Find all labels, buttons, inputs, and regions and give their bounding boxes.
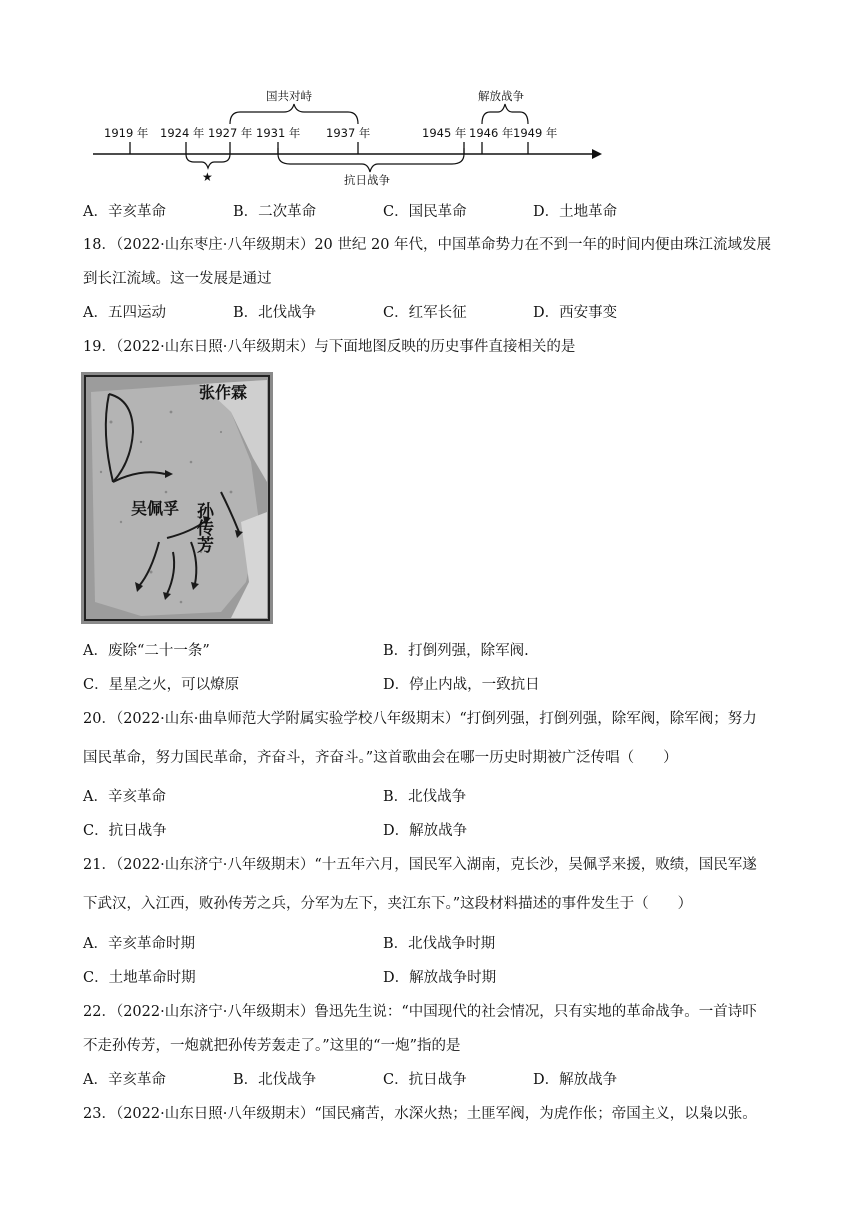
- q21-option-b[interactable]: B．北伐战争时期: [383, 936, 496, 952]
- brace-bottom: [278, 148, 464, 172]
- q22-stem-line2: 不走孙传芳，一炮就把孙传芳轰走了。”这里的“一炮”指的是: [83, 1038, 461, 1054]
- q20-option-c[interactable]: C．抗日战争: [83, 823, 167, 839]
- q19-stem-line1: 19．（2022·山东日照·八年级期末）与下面地图反映的历史事件直接相关的是: [83, 339, 576, 355]
- star-icon: ★: [202, 170, 213, 184]
- brace-top-right: [482, 104, 528, 124]
- q22-option-a[interactable]: A．辛亥革命: [83, 1072, 166, 1088]
- year-label-1946: 1946 年: [469, 126, 514, 140]
- q20-option-a[interactable]: A．辛亥革命: [83, 789, 166, 805]
- q18-option-a[interactable]: A．五四运动: [83, 305, 166, 321]
- brace-top-right-label: 解放战争: [478, 89, 524, 103]
- q19-option-a[interactable]: A．废除“二十一条”: [83, 643, 210, 659]
- q18-stem-line1: 18．（2022·山东枣庄·八年级期末）20 世纪 20 年代，中国革命势力在不到一年的时间内便由珠江流域发展: [83, 237, 772, 253]
- timeline-arrow-icon: [592, 149, 602, 159]
- year-label-1919: 1919 年: [104, 126, 149, 140]
- brace-star: [186, 154, 230, 168]
- q22-option-d[interactable]: D．解放战争: [533, 1072, 618, 1088]
- q20-stem-line2: 国民革命，努力国民革命，齐奋斗，齐奋斗。”这首歌曲会在哪一历史时期被广泛传唱（ ）: [83, 750, 678, 766]
- year-label-1931: 1931 年: [256, 126, 301, 140]
- q22-option-c[interactable]: C．抗日战争: [383, 1072, 467, 1088]
- brace-bottom-label: 抗日战争: [344, 173, 390, 187]
- q18-stem-line2: 到长江流域。这一发展是通过: [83, 271, 272, 287]
- q21-option-c[interactable]: C．土地革命时期: [83, 970, 196, 986]
- q20-option-b[interactable]: B．北伐战争: [383, 789, 467, 805]
- q20-option-d[interactable]: D．解放战争: [383, 823, 468, 839]
- q23-stem-line1: 23．（2022·山东日照·八年级期末）“国民痛苦，水深火热；土匪军阀，为虎作伥；帝国主义，以枭以张。: [83, 1106, 757, 1122]
- q21-option-d[interactable]: D．解放战争时期: [383, 970, 497, 986]
- year-label-1927: 1927 年: [208, 126, 253, 140]
- q17-option-b[interactable]: B．二次革命: [233, 204, 317, 220]
- map-label-sun: 孙传芳: [193, 502, 213, 553]
- q22-option-b[interactable]: B．北伐战争: [233, 1072, 317, 1088]
- map-label-wu: 吴佩孚: [131, 499, 180, 518]
- q17-option-a[interactable]: A．辛亥革命: [83, 204, 166, 220]
- year-label-1945: 1945 年: [422, 126, 467, 140]
- q21-stem-line2: 下武汉，入江西，败孙传芳之兵，分军为左下，夹江东下。”这段材料描述的事件发生于（ ）: [83, 896, 693, 912]
- q19-option-d[interactable]: D．停止内战，一致抗日: [383, 677, 540, 693]
- q17-option-d[interactable]: D．土地革命: [533, 204, 618, 220]
- year-label-1924: 1924 年: [160, 126, 205, 140]
- year-label-1949: 1949 年: [513, 126, 558, 140]
- q19-option-c[interactable]: C．星星之火，可以燎原: [83, 677, 240, 693]
- map-label-zhang: 张作霖: [199, 383, 248, 402]
- q22-stem-line1: 22．（2022·山东济宁·八年级期末）鲁迅先生说：“中国现代的社会情况，只有实地的革命战争。一首诗吓: [83, 1004, 757, 1020]
- year-label-1937: 1937 年: [326, 126, 371, 140]
- q18-option-b[interactable]: B．北伐战争: [233, 305, 317, 321]
- q19-option-b[interactable]: B．打倒列强，除军阀.: [383, 643, 529, 659]
- q18-option-d[interactable]: D．西安事变: [533, 305, 618, 321]
- timeline-figure: [80, 80, 620, 190]
- q17-option-c[interactable]: C．国民革命: [383, 204, 467, 220]
- q21-stem-line1: 21．（2022·山东济宁·八年级期末）“十五年六月，国民军入湖南，克长沙，吴佩孚来援，败绩，国民军遂: [83, 857, 757, 873]
- northern-expedition-map: [81, 372, 273, 624]
- brace-top-left-label: 国共对峙: [266, 89, 312, 103]
- q18-option-c[interactable]: C．红军长征: [383, 305, 467, 321]
- q21-option-a[interactable]: A．辛亥革命时期: [83, 936, 195, 952]
- q20-stem-line1: 20．（2022·山东·曲阜师范大学附属实验学校八年级期末）“打倒列强，打倒列强，除军阀，除军阀；努力: [83, 711, 757, 727]
- brace-top-left: [230, 104, 358, 124]
